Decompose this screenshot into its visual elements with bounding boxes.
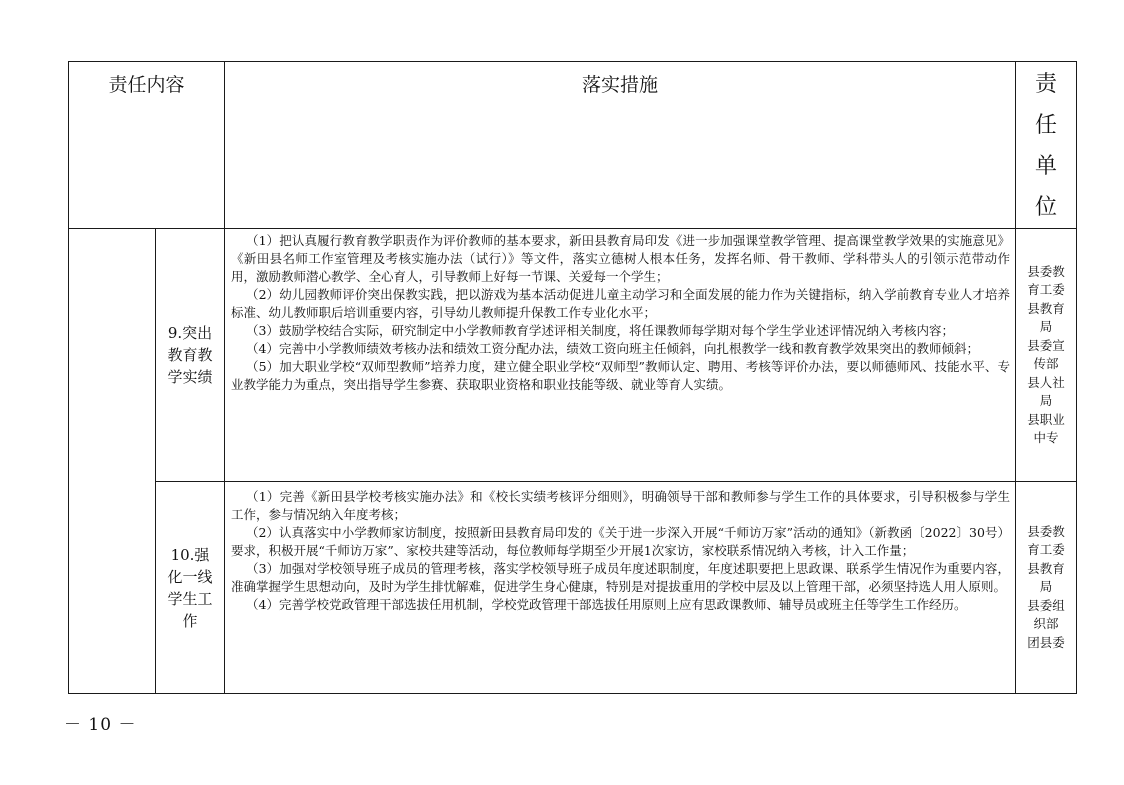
item-title-9 xyxy=(156,229,225,482)
measure-paragraph: （1）完善《新田县学校考核实施办法》和《校长实绩考核评分细则》，明确领导干部和教师参与学生工作的具体要求，引导积极参与学生工作，参与情况纳入年度考核； xyxy=(231,489,1011,522)
measure-paragraph: （4）完善学校党政管理干部选拔任用机制，学校党政管理干部选拔任用原则上应有思政课教师、辅导员或班主任等学生工作经历。 xyxy=(246,597,967,612)
unit-line: 县职业 xyxy=(1027,411,1065,427)
item-title-line: 作 xyxy=(182,611,198,630)
unit-line: 团县委 xyxy=(1027,634,1065,650)
table-row xyxy=(69,229,1077,482)
responsible-unit-10 xyxy=(1016,482,1077,694)
responsibility-table xyxy=(68,61,1077,694)
measures-9 xyxy=(225,229,1016,482)
unit-line: 县委教 xyxy=(1027,523,1065,539)
measure-paragraph: （3）加强对学校领导班子成员的管理考核，落实学校领导班子成员年度述职制度，年度述职要把上思政课、联系学生情况作为重要内容，准确掌握学生思想动向，及时为学生排忧解难，促进学生身心健康，特别是对提拔重用的学校中层及以上管理干部，必须坚持选人用人原则。 xyxy=(231,561,1011,594)
header-unit-char: 任 xyxy=(1035,113,1058,138)
unit-line: 局 xyxy=(1039,319,1053,334)
item-title-line: 化一线 xyxy=(167,567,213,586)
header-responsible-unit xyxy=(1016,62,1077,229)
page-number: － 10 － xyxy=(64,715,137,735)
table-header-row xyxy=(69,62,1077,229)
unit-line: 中专 xyxy=(1033,430,1059,445)
item-title-line: 教育教 xyxy=(167,346,213,364)
header-unit-char: 责 xyxy=(1035,72,1058,97)
header-unit-char: 位 xyxy=(1035,195,1058,220)
measure-paragraph: （5）加大职业学校“双师型教师”培养力度，建立健全职业学校“双师型”教师认定、聘用、考核等评价办法，要以师德师风、技能水平、专业教学能力为重点，突出指导学生参赛、获取职业资格和职业技能等级、就业等育人实绩。 xyxy=(231,359,1011,392)
unit-line: 传部 xyxy=(1033,356,1059,371)
unit-line: 县委宣 xyxy=(1027,337,1065,353)
responsible-unit-9 xyxy=(1016,229,1077,482)
measure-paragraph: （4）完善中小学教师绩效考核办法和绩效工资分配办法，绩效工资向班主任倾斜，向扎根教学一线和教育教学效果突出的教师倾斜； xyxy=(246,341,979,356)
unit-line: 局 xyxy=(1039,393,1053,408)
header-responsibility-content: 责任内容 xyxy=(69,62,225,229)
unit-line: 县教育 xyxy=(1027,300,1065,316)
measure-paragraph: （2）认真落实中小学教师家访制度，按照新田县教育局印发的《关于进一步深入开展“千师访万家”活动的通知》（新教函〔2022〕30号）要求，积极开展“千师访万家”、家校共建等活动，每位教师每学期至少开展1次家访，家校联系情况纳入考核，计入工作量； xyxy=(231,525,1011,558)
header-measures: 落实措施 xyxy=(225,62,1016,229)
unit-line: 县人社 xyxy=(1027,374,1065,390)
unit-line: 局 xyxy=(1039,579,1053,595)
unit-line: 织部 xyxy=(1033,616,1059,632)
measure-paragraph: （3）鼓励学校结合实际，研究制定中小学教师教育学述评相关制度，将任课教师每学期对每个学生学业述评情况纳入考核内容； xyxy=(246,323,954,338)
item-title-line: 10.强 xyxy=(170,545,210,564)
header-unit-char: 单 xyxy=(1035,154,1058,179)
unit-line: 育工委 xyxy=(1027,282,1065,297)
item-title-line: 学实绩 xyxy=(167,368,213,386)
item-title-10 xyxy=(156,482,225,694)
unit-line: 育工委 xyxy=(1027,542,1065,558)
table-row xyxy=(69,482,1077,694)
measure-paragraph: （2）幼儿园教师评价突出保教实践，把以游戏为基本活动促进儿童主动学习和全面发展的能力作为关键指标，纳入学前教育专业人才培养标准、幼儿教师职后培训重要内容，引导幼儿教师提升保教工作专业化水平； xyxy=(231,287,1011,320)
unit-line: 县委教 xyxy=(1027,263,1065,279)
unit-line: 县委组 xyxy=(1027,597,1065,613)
category-cell xyxy=(69,229,156,694)
measure-paragraph: （1）把认真履行教育教学职责作为评价教师的基本要求，新田县教育局印发《进一步加强课堂教学管理、提高课堂教学效果的实施意见》《新田县名师工作室管理及考核实施办法（试行）》等文件，落实立德树人根本任务，发挥名师、骨干教师、学科带头人的引领示范带动作用，激励教师潜心教学、全心育人，引导教师上好每一节课、关爱每一个学生； xyxy=(231,233,1011,284)
item-title-line: 9.突出 xyxy=(167,324,213,342)
measures-10 xyxy=(225,482,1016,694)
unit-line: 县教育 xyxy=(1027,560,1065,576)
item-title-line: 学生工 xyxy=(167,589,213,608)
